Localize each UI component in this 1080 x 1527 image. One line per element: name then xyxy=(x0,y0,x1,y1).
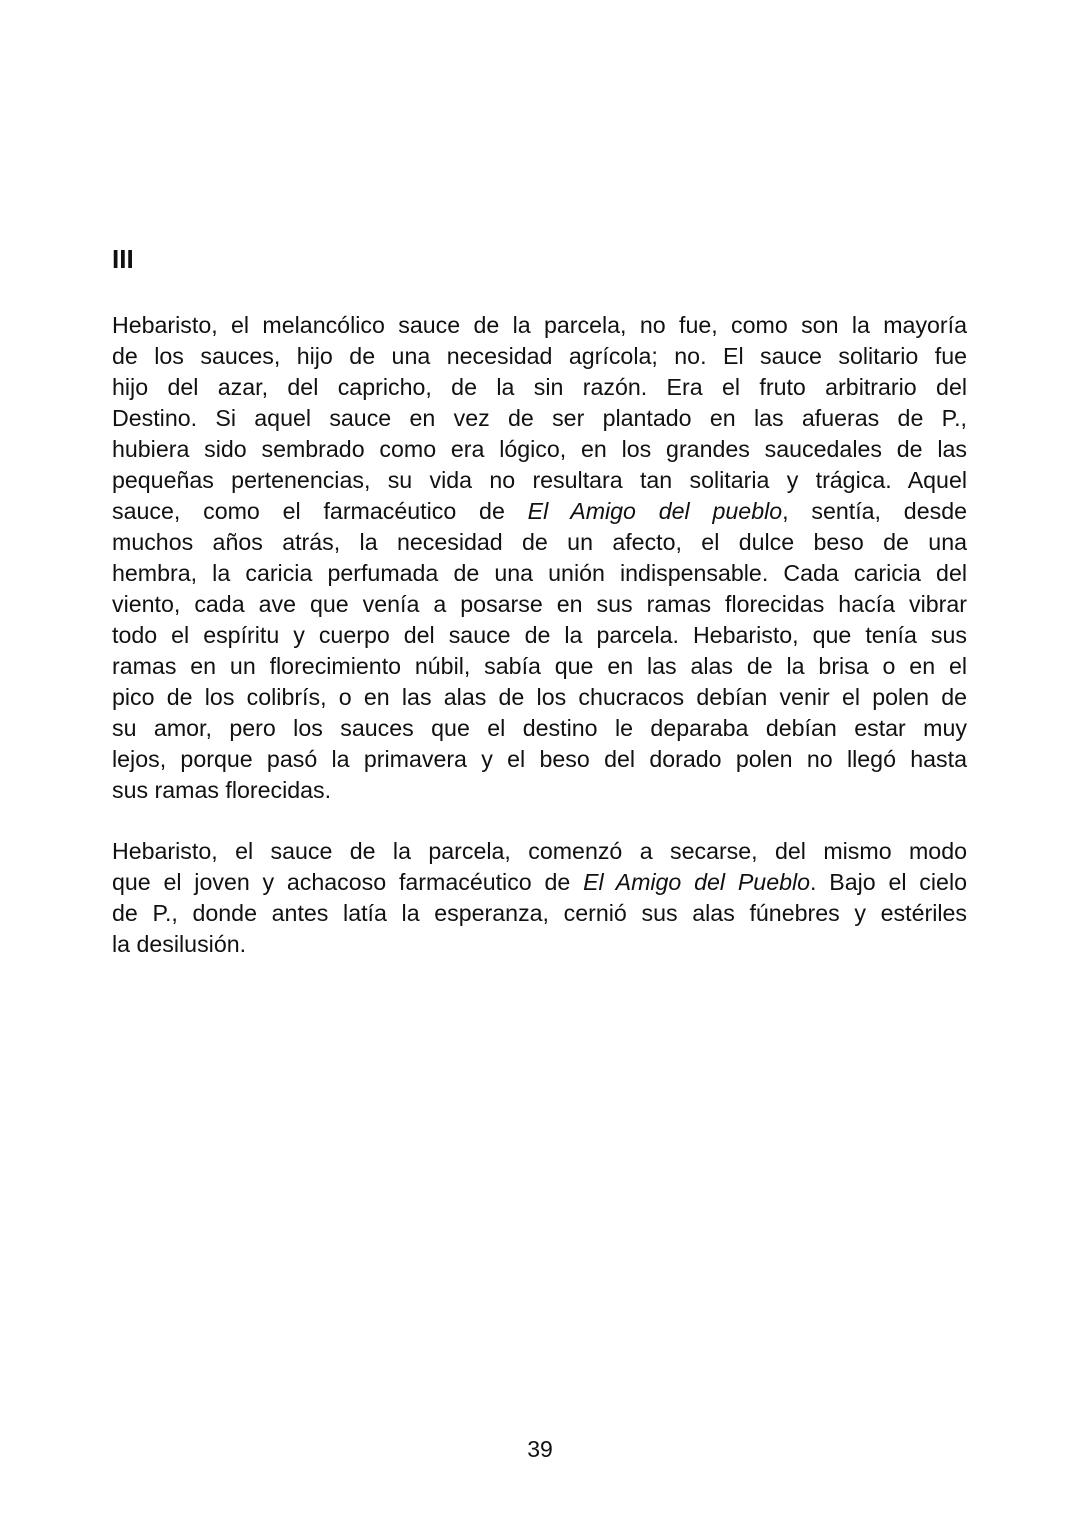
text-line xyxy=(112,558,967,589)
page-number: 39 xyxy=(527,1436,553,1462)
text-line xyxy=(112,341,967,372)
newspaper-title-italic: El Amigo del pueblo xyxy=(527,498,783,524)
text-segment: muchos años atrás, la necesidad de un afecto, el dulce beso de una xyxy=(112,529,967,555)
text-line xyxy=(112,744,967,775)
text-segment: viento, cada ave que venía a posarse en sus ramas florecidas hacía vibrar xyxy=(112,591,967,617)
text-segment: sus ramas florecidas. xyxy=(112,777,332,803)
text-line xyxy=(112,527,967,558)
text-line xyxy=(112,651,967,682)
newspaper-title-italic: El Amigo del Pueblo xyxy=(583,869,811,895)
text-line xyxy=(112,713,967,744)
text-segment: de P., donde antes latía la esperanza, cernió sus alas fúnebres y estériles xyxy=(112,900,967,926)
text-line xyxy=(112,620,967,651)
text-line xyxy=(112,898,967,929)
text-segment: hubiera sido sembrado como era lógico, en los grandes saucedales de las xyxy=(112,436,967,462)
paragraph-1 xyxy=(112,310,967,806)
text-segment: , sentía, desde xyxy=(782,498,967,524)
text-segment: de los sauces, hijo de una necesidad agrícola; no. El sauce solitario fue xyxy=(112,343,967,369)
text-segment: lejos, porque pasó la primavera y el beso del dorado polen no llegó hasta xyxy=(112,746,967,772)
text-segment: hijo del azar, del capricho, de la sin razón. Era el fruto arbitrario del xyxy=(112,374,967,400)
text-line xyxy=(112,836,967,867)
text-line xyxy=(112,589,967,620)
text-line xyxy=(112,310,967,341)
text-segment: pico de los colibrís, o en las alas de los chucracos debían venir el polen de xyxy=(112,684,967,710)
text-line xyxy=(112,496,967,527)
text-line xyxy=(112,929,967,960)
text-segment: . Bajo el cielo xyxy=(810,869,967,895)
text-line xyxy=(112,775,967,806)
text-segment: su amor, pero los sauces que el destino le deparaba debían estar muy xyxy=(112,715,967,741)
text-line xyxy=(112,434,967,465)
text-segment: que el joven y achacoso farmacéutico de xyxy=(112,869,584,895)
text-segment: la desilusión. xyxy=(112,931,247,957)
text-line xyxy=(112,372,967,403)
text-segment: hembra, la caricia perfumada de una unión indispensable. Cada caricia del xyxy=(112,560,967,586)
text-segment: sauce, como el farmacéutico de xyxy=(112,498,528,524)
text-segment: pequeñas pertenencias, su vida no resultara tan solitaria y trágica. Aquel xyxy=(112,467,967,493)
text-segment: ramas en un florecimiento núbil, sabía que en las alas de la brisa o en el xyxy=(112,653,967,679)
chapter-heading: III xyxy=(112,244,134,274)
text-segment: todo el espíritu y cuerpo del sauce de la parcela. Hebaristo, que tenía sus xyxy=(112,622,967,648)
text-segment: Hebaristo, el melancólico sauce de la parcela, no fue, como son la mayoría xyxy=(112,312,967,338)
text-line xyxy=(112,867,967,898)
text-line xyxy=(112,465,967,496)
text-segment: Destino. Si aquel sauce en vez de ser plantado en las afueras de P., xyxy=(112,405,967,431)
text-segment: Hebaristo, el sauce de la parcela, comenzó a secarse, del mismo modo xyxy=(112,838,967,864)
text-line xyxy=(112,682,967,713)
paragraph-2 xyxy=(112,836,967,960)
text-line xyxy=(112,403,967,434)
